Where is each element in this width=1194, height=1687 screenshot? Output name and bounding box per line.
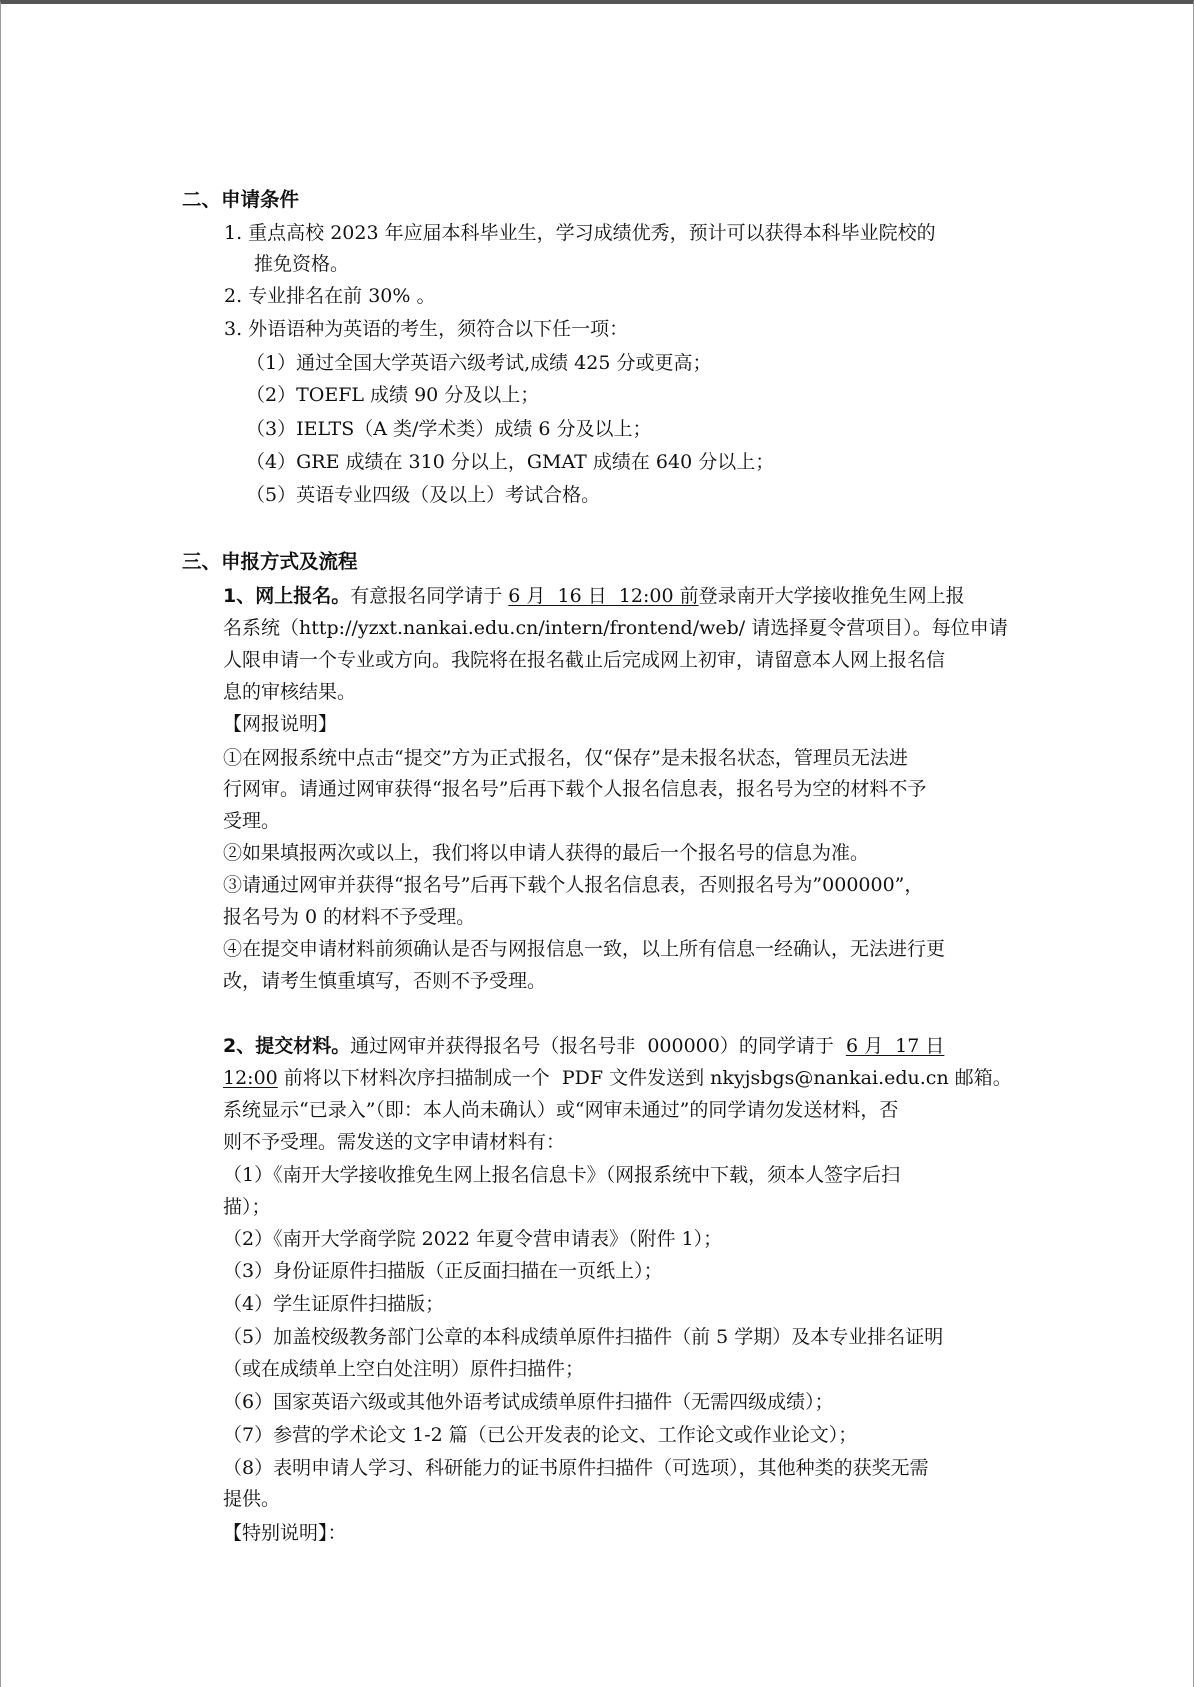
online-registration-label: 1、网上报名。 <box>223 585 351 607</box>
submit-materials-text-b: 前将以下材料次序扫描制成一个 PDF 文件发送到 nkyjsbgs@nankai.edu.cn 邮箱。 <box>277 1067 1012 1089</box>
material-3: （3）身份证原件扫描版（正反面扫描在一页纸上）； <box>223 1260 663 1282</box>
material-8-line-1: （8）表明申请人学习、科研能力的证书原件扫描件（可选项），其他种类的获奖无需 <box>223 1457 929 1479</box>
material-1-line-2: 描）； <box>223 1196 271 1218</box>
material-7: （7）参营的学术论文 1-2 篇（已公开发表的论文、工作论文或作业论文）； <box>223 1424 858 1446</box>
online-registration-line-1 <box>223 583 965 609</box>
note-3-line-1: ③请通过网审并获得“报名号”后再下载个人报名信息表，否则报名号为”000000”， <box>223 874 924 896</box>
condition-2: 2. 专业排名在前 30% 。 <box>224 285 436 307</box>
submit-materials-label: 2、提交材料。 <box>223 1035 351 1057</box>
material-5-line-1: （5）加盖校级教务部门公章的本科成绩单原件扫描件（前 5 学期）及本专业排名证明 <box>223 1326 944 1348</box>
section-heading-process: 三、申报方式及流程 <box>182 550 358 573</box>
submit-materials-line-1 <box>223 1033 944 1059</box>
note-1-line-1: ①在网报系统中点击“提交”方为正式报名，仅“保存”是未报名状态，管理员无法进 <box>223 747 908 769</box>
material-5-line-2: （或在成绩单上空白处注明）原件扫描件； <box>223 1358 585 1380</box>
submit-materials-text-a: 通过网审并获得报名号（报名号非 000000）的同学请于 <box>350 1035 846 1057</box>
online-notes-title: 【网报说明】 <box>223 713 338 735</box>
material-6: （6）国家英语六级或其他外语考试成绩单原件扫描件（无需四级成绩）； <box>223 1391 834 1413</box>
material-1-line-1: （1）《南开大学接收推免生网上报名信息卡》（网报系统中下载，须本人签字后扫 <box>223 1164 901 1186</box>
online-registration-text-b: 登录南开大学接收推免生网上报 <box>698 585 965 607</box>
online-registration-line-4: 息的审核结果。 <box>223 681 357 703</box>
special-notes-title: 【特别说明】： <box>223 1522 347 1544</box>
material-8-line-2: 提供。 <box>223 1488 281 1510</box>
submit-materials-line-3: 系统显示“已录入”（即：本人尚未确认）或“网审未通过”的同学请勿发送材料，否 <box>223 1099 899 1121</box>
english-option-3: （3）IELTS（A 类/学术类）成绩 6 分及以上； <box>246 418 652 440</box>
note-2: ②如果填报两次或以上，我们将以申请人获得的最后一个报名号的信息为准。 <box>223 842 870 864</box>
registration-deadline: 6 月 16 日 12:00 前 <box>508 585 699 607</box>
online-registration-line-3: 人限申请一个专业或方向。我院将在报名截止后完成网上初审，请留意本人网上报名信 <box>223 649 946 671</box>
online-registration-text-a: 有意报名同学请于 <box>350 585 509 607</box>
submission-deadline-time: 12:00 <box>223 1067 278 1089</box>
condition-1-line-2: 推免资格。 <box>254 253 350 275</box>
material-2: （2）《南开大学商学院 2022 年夏令营申请表》（附件 1）； <box>223 1228 723 1250</box>
note-1-line-3: 受理。 <box>223 810 281 832</box>
note-1-line-2: 行网审。请通过网审获得“报名号”后再下载个人报名信息表，报名号为空的材料不予 <box>223 778 927 800</box>
online-registration-line-2: 名系统（http://yzxt.nankai.edu.cn/intern/frontend/web/ 请选择夏令营项目）。每位申请 <box>223 617 1008 639</box>
section-heading-conditions: 二、申请条件 <box>182 188 300 211</box>
condition-1-line-1: 1. 重点高校 2023 年应届本科毕业生，学习成绩优秀，预计可以获得本科毕业院校的 <box>224 222 936 244</box>
english-option-2: （2）TOEFL 成绩 90 分及以上； <box>246 384 540 406</box>
material-4: （4）学生证原件扫描版； <box>223 1293 445 1315</box>
english-option-4: （4）GRE 成绩在 310 分以上，GMAT 成绩在 640 分以上； <box>246 451 775 473</box>
submit-materials-line-2 <box>223 1065 1012 1091</box>
submission-deadline-date: 6 月 17 日 <box>845 1035 945 1057</box>
note-3-line-2: 报名号为 0 的材料不予受理。 <box>223 906 476 928</box>
english-option-5: （5）英语专业四级（及以上）考试合格。 <box>246 484 601 506</box>
note-4-line-1: ④在提交申请材料前须确认是否与网报信息一致，以上所有信息一经确认，无法进行更 <box>223 938 946 960</box>
note-4-line-2: 改，请考生慎重填写，否则不予受理。 <box>223 970 547 992</box>
condition-3: 3. 外语语种为英语的考生，须符合以下任一项： <box>224 318 629 340</box>
submit-materials-line-4: 则不予受理。需发送的文字申请材料有： <box>223 1131 566 1153</box>
english-option-1: （1）通过全国大学英语六级考试,成绩 425 分或更高； <box>246 352 712 374</box>
